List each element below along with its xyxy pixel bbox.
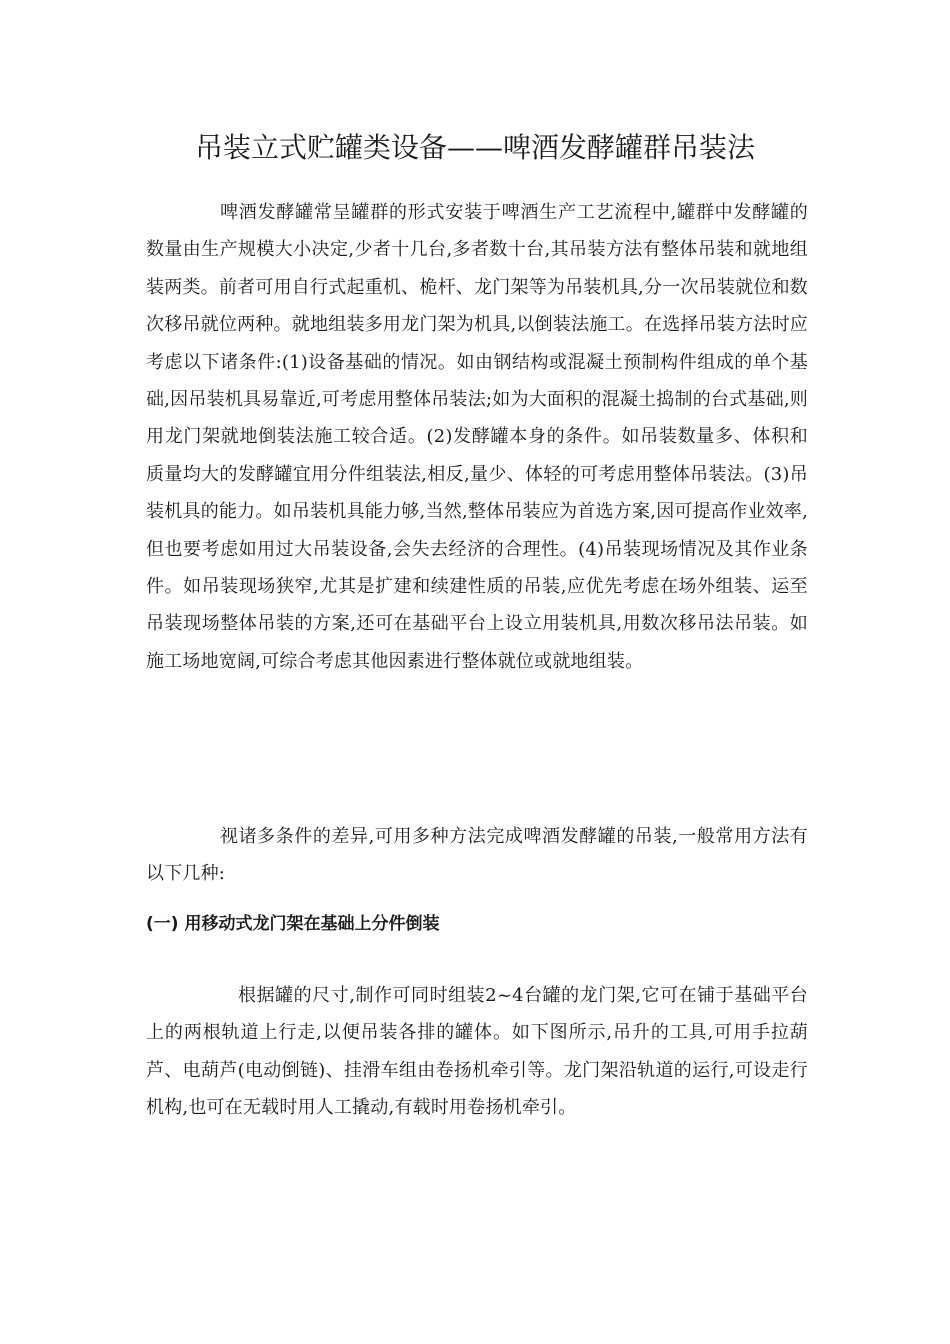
document-title: 吊装立式贮罐类设备——啤酒发酵罐群吊装法: [194, 131, 755, 164]
body-paragraph-1: 啤酒发酵罐常呈罐群的形式安装于啤酒生产工艺流程中,罐群中发酵罐的数量由生产规模大小决定,少者十几台,多者数十台,其吊装方法有整体吊装和就地组装两类。前者可用自行式起重机、桅杆、龙门架等为吊装机具,分一次吊装就位和数次移吊就位两种。就地组装多用龙门架为机具,以倒装法施工。在选择吊装方法时应考虑以下诸条件:(1)设备基础的情况。如由钢结构或混凝土预制构件组成的单个基础,因吊装机具易靠近,可考虑用整体吊装法;如为大面积的混凝土捣制的台式基础,则用龙门架就地倒装法施工较合适。(2)发酵罐本身的条件。如吊装数量多、体积和质量均大的发酵罐宜用分件组装法,相反,量少、体轻的可考虑用整体吊装法。(3)吊装机具的能力。如吊装机具能力够,当然,整体吊装应为首选方案,因可提高作业效率,但也要考虑如用过大吊装设备,会失去经济的合理性。(4)吊装现场情况及其作业条件。如吊装现场狭窄,尤其是扩建和续建性质的吊装,应优先考虑在场外组装、运至吊装现场整体吊装的方案,还可在基础平台上设立用装机具,用数次移吊法吊装。如施工场地宽阔,可综合考虑其他因素进行整体就位或就地组装。: [146, 202, 808, 672]
section-heading: (一) 用移动式龙门架在基础上分件倒装: [146, 914, 440, 934]
body-paragraph-2: 视诸多条件的差异,可用多种方法完成啤酒发酵罐的吊装,一般常用方法有以下几种:: [146, 826, 808, 885]
section-paragraph: 根据罐的尺寸,制作可同时组装2~4台罐的龙门架,它可在铺于基础平台上的两根轨道上行走,以便吊装各排的罐体。如下图所示,吊升的工具,可用手拉葫芦、电葫芦(电动倒链)、挂滑车组由卷扬机牵引等。龙门架沿轨道的运行,可设走行机构,也可在无载时用人工撬动,有载时用卷扬机牵引。: [146, 985, 808, 1119]
